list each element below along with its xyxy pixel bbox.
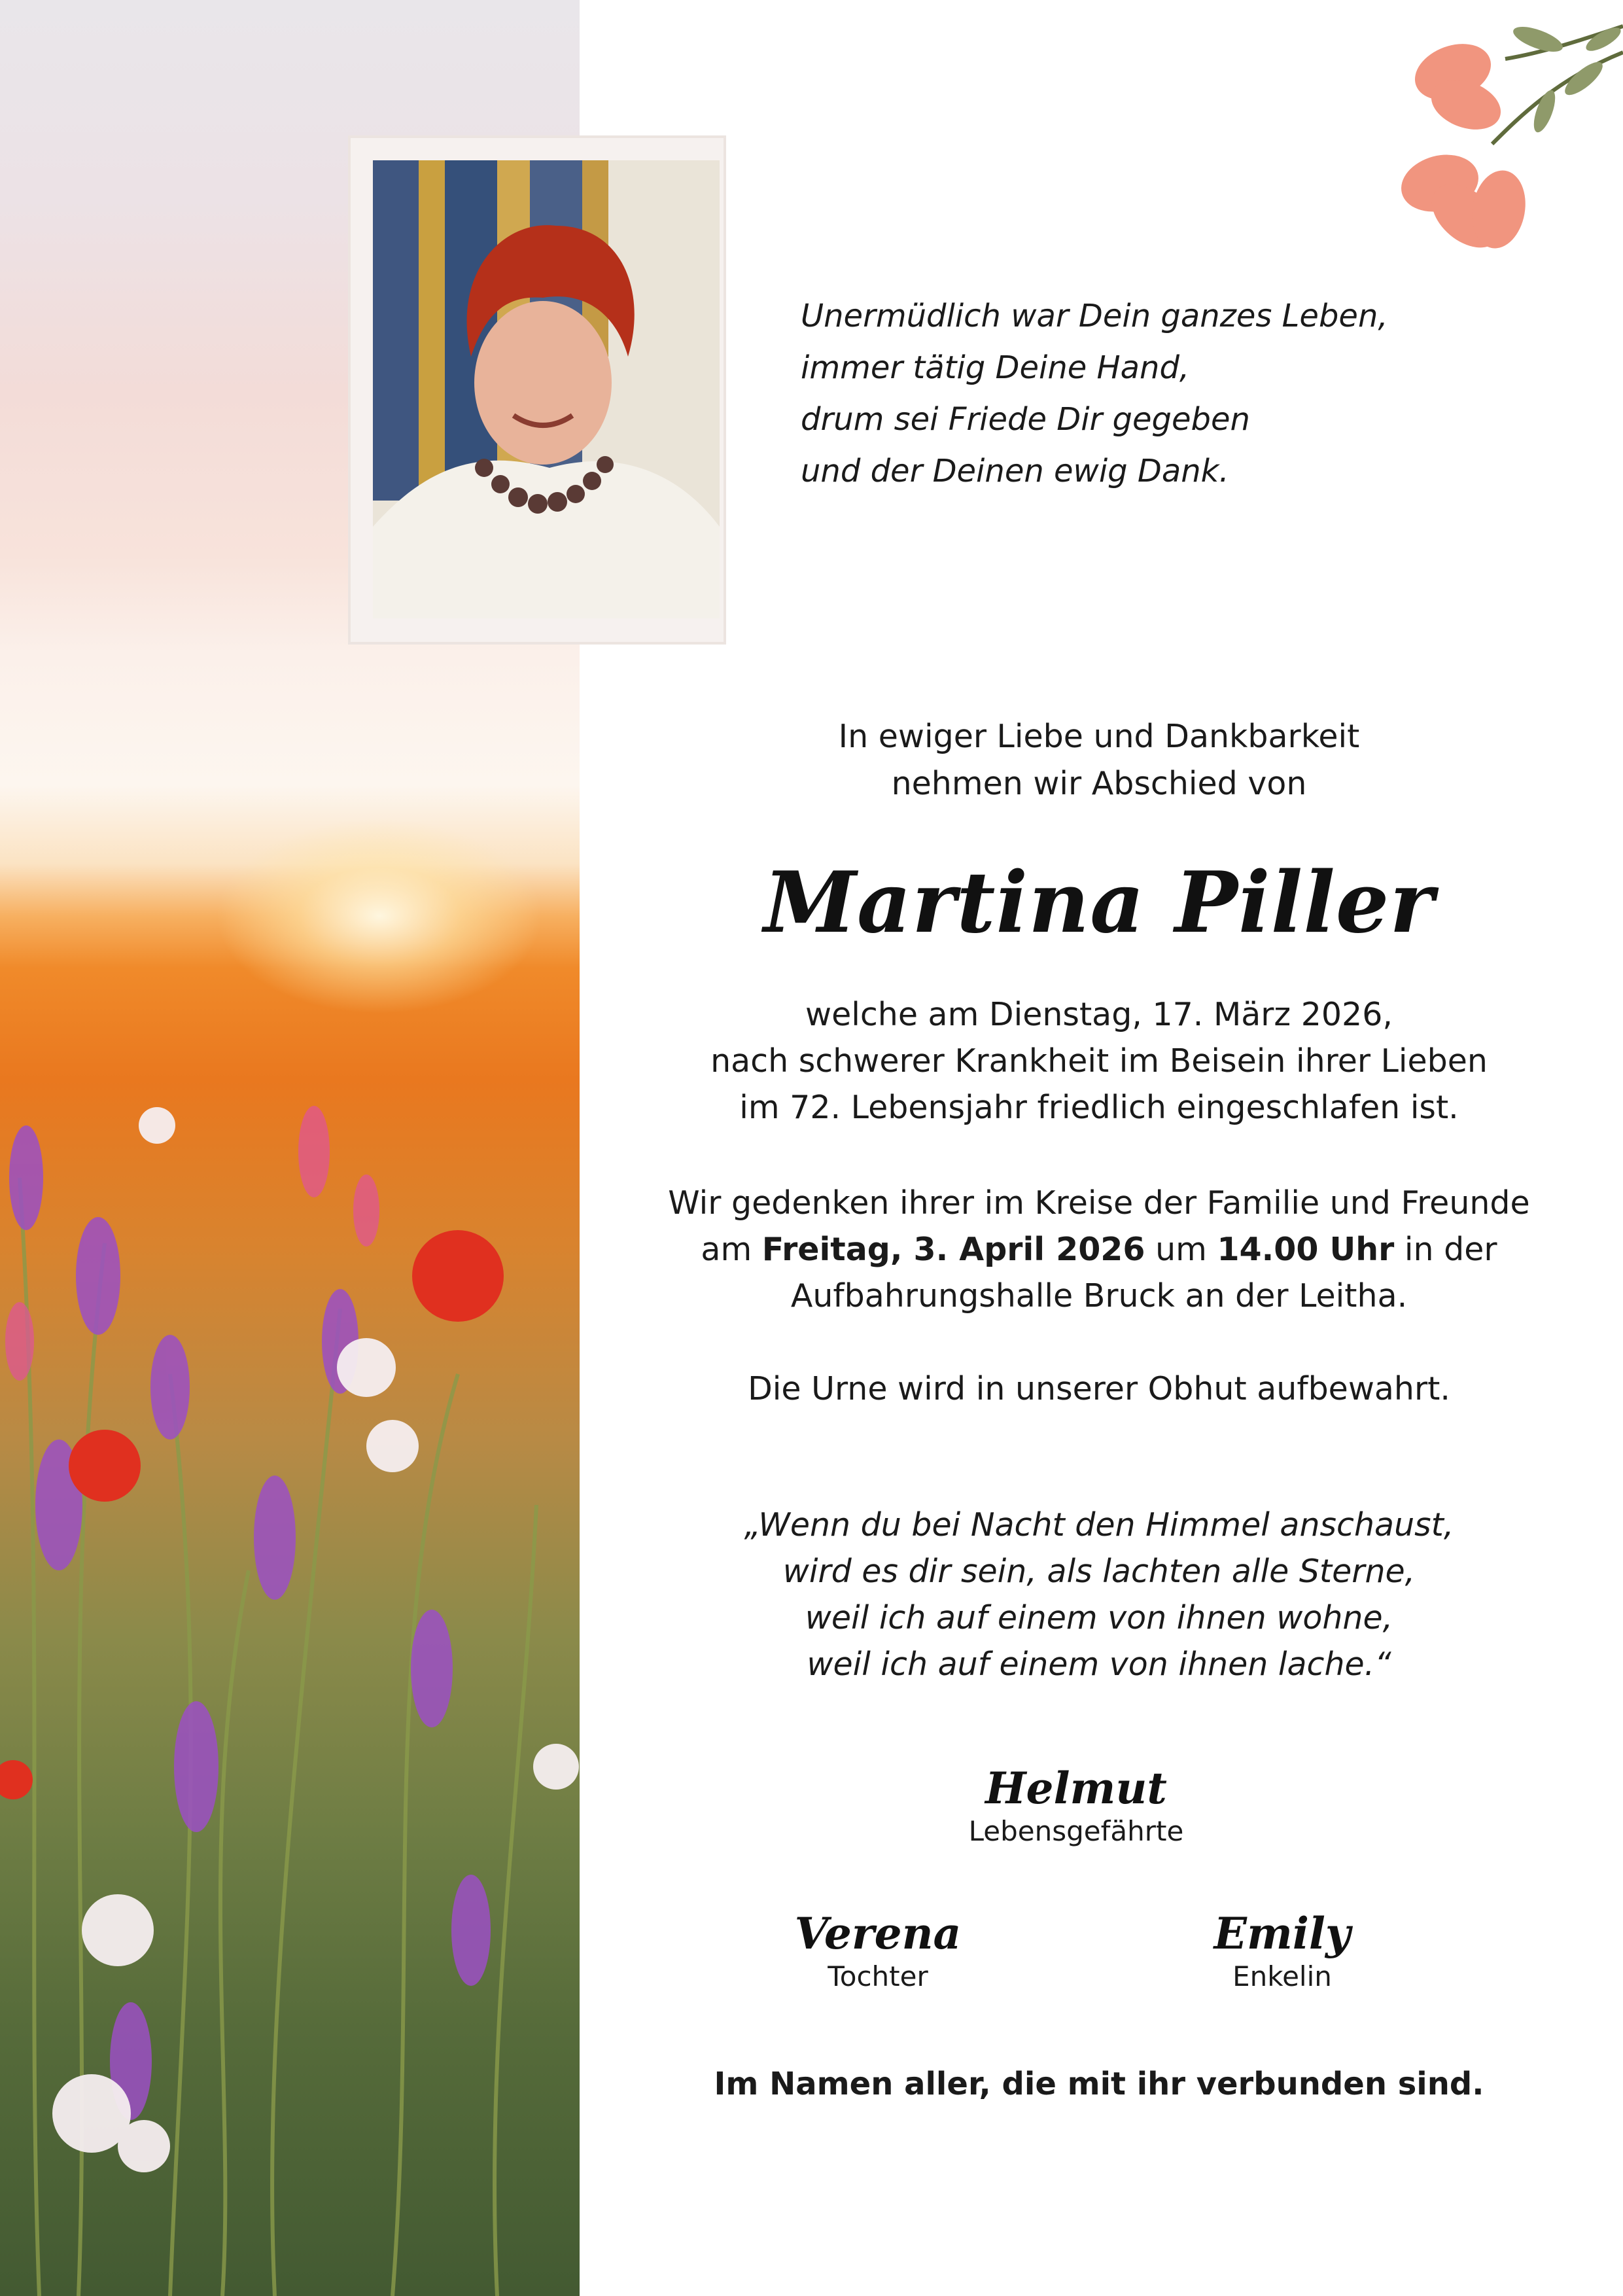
passing-line: welche am Dienstag, 17. März 2026, bbox=[805, 996, 1393, 1033]
verse-line: Unermüdlich war Dein ganzes Leben, bbox=[801, 298, 1388, 334]
memorial-quote bbox=[661, 1502, 1537, 1687]
verse-line: drum sei Friede Dir gegeben bbox=[801, 401, 1250, 438]
intro-line: In ewiger Liebe und Dankbarkeit bbox=[838, 718, 1360, 755]
mourner-signature bbox=[714, 1907, 1041, 1994]
verse-line: immer tätig Deine Hand, bbox=[801, 349, 1190, 386]
quote-line: weil ich auf einem von ihnen wohne, bbox=[805, 1599, 1393, 1636]
corner-flower-illustration bbox=[1387, 13, 1623, 288]
mourner-relation: Lebensgefährte bbox=[968, 1815, 1184, 1847]
portrait-frame bbox=[348, 135, 726, 645]
ceremony-suffix: in der bbox=[1394, 1231, 1497, 1268]
ceremony-location: Aufbahrungshalle Bruck an der Leitha. bbox=[790, 1277, 1408, 1315]
ceremony-prefix: am bbox=[701, 1231, 762, 1268]
ceremony-line: Wir gedenken ihrer im Kreise der Familie und Freunde bbox=[668, 1184, 1530, 1222]
ceremony-date: Freitag, 3. April 2026 bbox=[761, 1231, 1145, 1268]
mourner-signature bbox=[913, 1762, 1240, 1848]
verse-block bbox=[801, 291, 1389, 497]
quote-line: weil ich auf einem von ihnen lache.“ bbox=[807, 1646, 1391, 1683]
closing-line: Im Namen aller, die mit ihr verbunden sind. bbox=[714, 2066, 1484, 2102]
passing-line: im 72. Lebensjahr friedlich eingeschlafen ist. bbox=[739, 1089, 1459, 1126]
portrait-photo bbox=[373, 160, 720, 618]
portrait-illustration bbox=[373, 160, 720, 618]
quote-line: wird es dir sein, als lachten alle Sterne, bbox=[782, 1553, 1416, 1590]
deceased-name: Martina Piller bbox=[763, 854, 1435, 952]
quote-line: „Wenn du bei Nacht den Himmel anschaust, bbox=[744, 1506, 1454, 1544]
intro-text bbox=[661, 713, 1537, 807]
verse-line: und der Deinen ewig Dank. bbox=[801, 453, 1229, 489]
ceremony-mid: um bbox=[1145, 1231, 1217, 1268]
mourner-relation: Enkelin bbox=[1232, 1960, 1332, 1992]
urn-note: Die Urne wird in unserer Obhut aufbewahrt. bbox=[748, 1370, 1450, 1407]
mourner-relation: Tochter bbox=[828, 1960, 928, 1992]
ceremony-line bbox=[661, 1226, 1537, 1273]
ceremony-text bbox=[661, 1180, 1537, 1319]
mourner-signature bbox=[1119, 1907, 1446, 1994]
ceremony-time: 14.00 Uhr bbox=[1217, 1231, 1395, 1268]
passing-line: nach schwerer Krankheit im Beisein ihrer Lieben bbox=[710, 1042, 1488, 1080]
mourner-name: Verena bbox=[794, 1908, 962, 1959]
passing-text bbox=[661, 991, 1537, 1131]
mourner-name: Helmut bbox=[985, 1763, 1167, 1814]
intro-line: nehmen wir Abschied von bbox=[891, 765, 1307, 802]
mourner-name: Emily bbox=[1213, 1908, 1351, 1959]
